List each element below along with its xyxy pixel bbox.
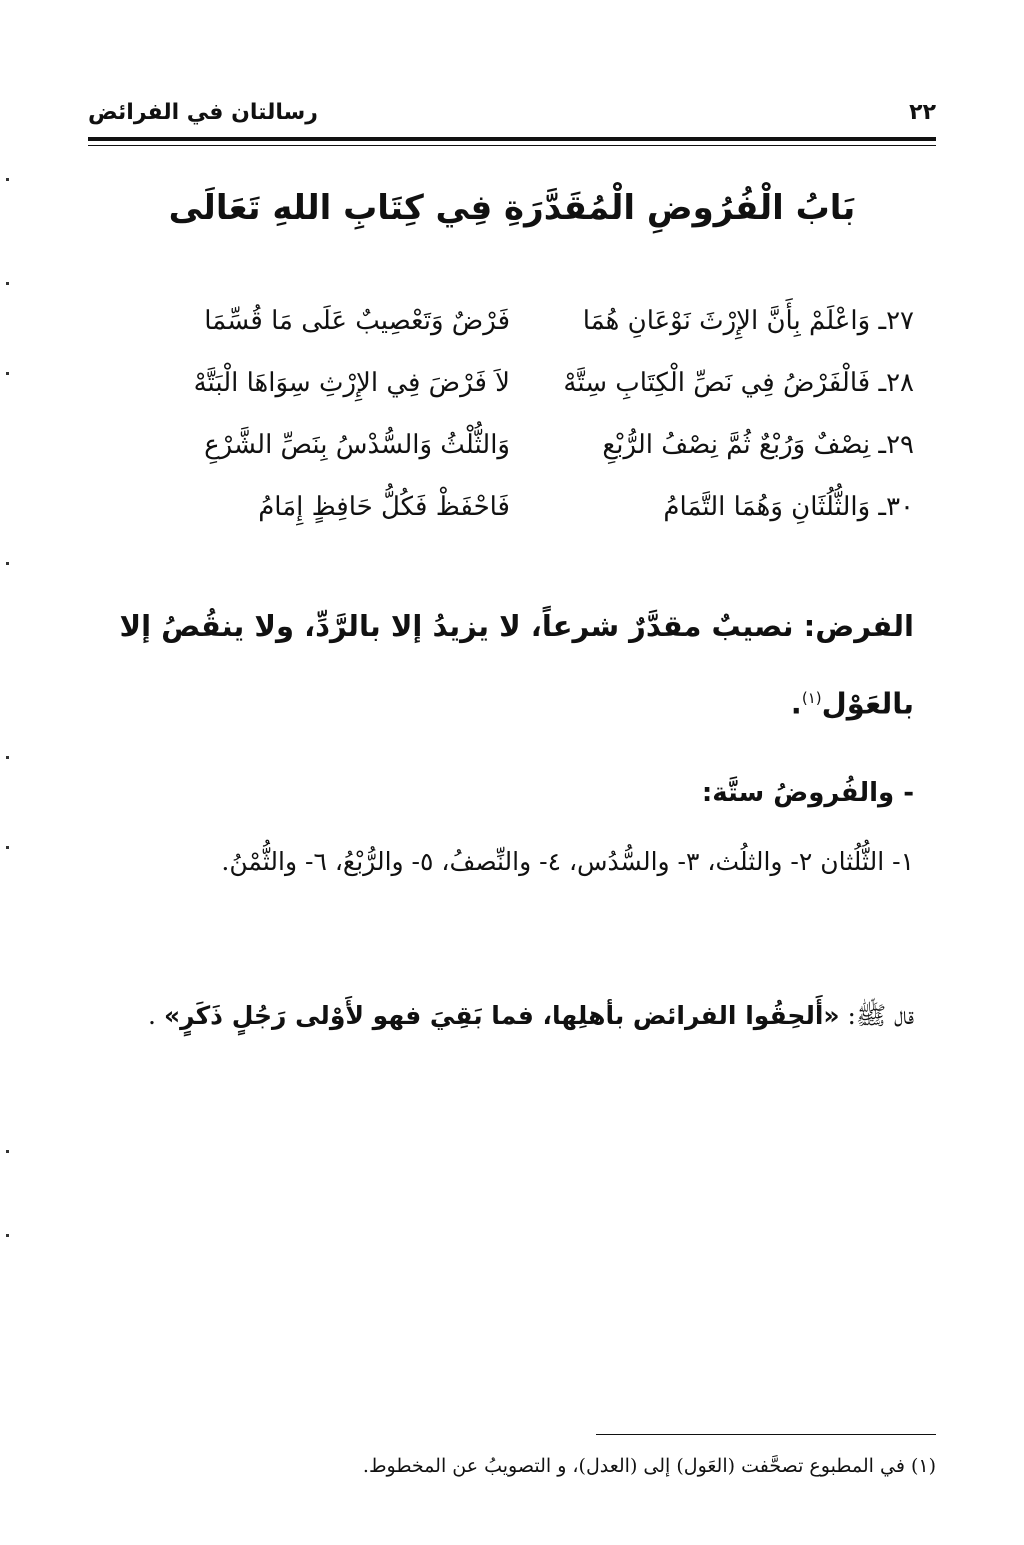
hadith-quote: «أَلحِقُوا الفرائض بأهلِها، فما بَقِيَ فهو لأَوْلى رَجُلٍ ذَكَرٍ»: [163, 1001, 840, 1030]
margin-dot: [6, 756, 9, 759]
poem: [110, 290, 914, 538]
header-rule-thick: [88, 137, 936, 141]
hemistich-left: فَاحْفَظْ فَكُلُّ حَافِظٍ إِمَامُ: [258, 492, 510, 522]
hadith-end: .: [148, 1001, 156, 1030]
margin-dot: [6, 178, 9, 181]
shares-heading: - والفُروضُ ستَّة:: [701, 778, 914, 808]
margin-dot: [6, 1150, 9, 1153]
margin-dot: [6, 1234, 9, 1237]
footnote: (١) في المطبوع تصحَّفت (العَول) إلى (العدل)، و التصويبُ عن المخطوط.: [362, 1455, 936, 1477]
definition-end: .: [790, 686, 802, 721]
hemistich-left: وَالثُّلْثُ وَالسُّدْسُ بِنَصِّ الشَّرْعِ: [204, 430, 510, 460]
definition-paragraph: [88, 590, 914, 740]
margin-dot: [6, 846, 9, 849]
hemistich-left: لاَ فَرْضَ فِي الإِرْثِ سِوَاهَا الْبَتَّهْ: [193, 368, 510, 398]
header-rule-thin: [88, 145, 936, 146]
page-number: ٢٢: [909, 99, 936, 125]
hadith-prefix: قال ﷺ:: [847, 1001, 914, 1030]
running-head: [88, 92, 936, 132]
footnote-rule: [596, 1434, 936, 1435]
hemistich-right: ٢٨ـ فَالْفَرْضُ فِي نَصِّ الْكِتَابِ سِتَّهْ: [563, 368, 914, 398]
hemistich-right: ٢٩ـ نِصْفٌ وَرُبْعٌ ثُمَّ نِصْفُ الرُّبْعِ: [602, 430, 914, 460]
poem-line: [110, 290, 914, 352]
hemistich-left: فَرْضٌ وَتَعْصِيبٌ عَلَى مَا قُسِّمَا: [204, 306, 510, 336]
margin-dot: [6, 562, 9, 565]
poem-line: [110, 414, 914, 476]
hemistich-right: ٣٠ـ وَالثُّلُثَانِ وَهُمَا التَّمَامُ: [663, 492, 914, 522]
poem-line: [110, 476, 914, 538]
definition-text: الفرض: نصيبٌ مقدَّرٌ شرعاً، لا يزيدُ إلا بالرَّدِّ، ولا ينقُصُ إلا بالعَوْل: [119, 609, 914, 721]
margin-dot: [6, 372, 9, 375]
hemistich-right: ٢٧ـ وَاعْلَمْ بِأَنَّ الإِرْثَ نَوْعَانِ هُمَا: [582, 306, 914, 336]
margin-dot: [6, 282, 9, 285]
shares-list: ١- الثُّلُثان ٢- والثلُث، ٣- والسُّدُس، ٤- والنِّصفُ، ٥- والرُّبْعُ، ٦- والثُّمْنُ.: [221, 847, 914, 876]
footnote-marker: (١): [801, 689, 822, 707]
hadith-paragraph: [88, 1000, 914, 1037]
poem-line: [110, 352, 914, 414]
book-title: رسالتان في الفرائض: [88, 99, 318, 125]
chapter-title: بَابُ الْفُرُوضِ الْمُقَدَّرَةِ فِي كِتَابِ اللهِ تَعَالَى: [168, 188, 856, 228]
